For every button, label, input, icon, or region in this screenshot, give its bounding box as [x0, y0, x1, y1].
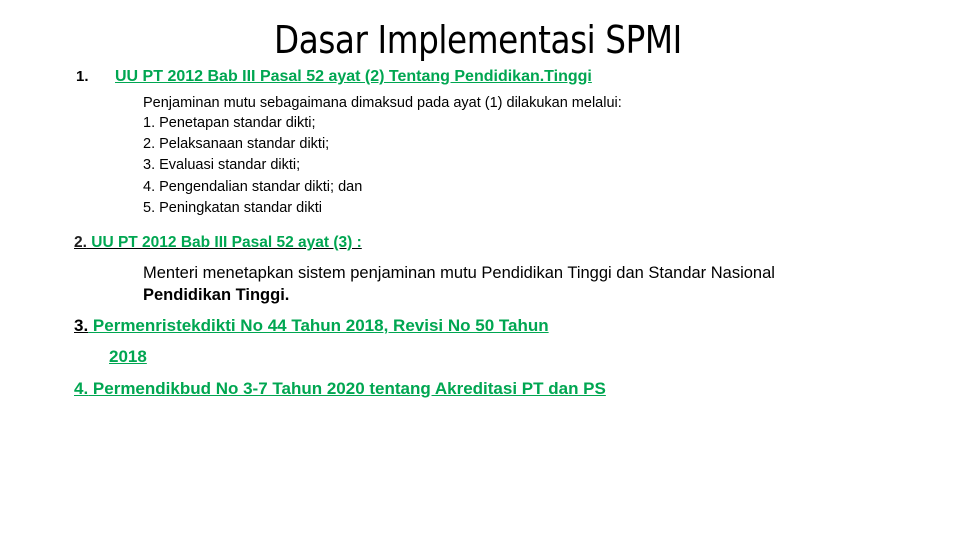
item-1-intro: Penjaminan mutu sebagaimana dimaksud pada ayat (1) dilakukan melalui: — [143, 95, 622, 111]
item-3-number: 3. — [74, 316, 89, 335]
item-4-heading — [74, 379, 606, 399]
item-2-number: 2. — [74, 234, 87, 251]
item-3-heading-line-2: 2018 — [109, 347, 147, 366]
list-item: 3. Evaluasi standar dikti; — [143, 157, 301, 173]
item-3-heading — [74, 316, 549, 336]
item-1-number: 1. — [76, 68, 89, 85]
item-3-heading-text: Permenristekdikti No 44 Tahun 2018, Revisi No 50 Tahun — [88, 316, 549, 335]
item-2-text-line-1: Menteri menetapkan sistem penjaminan mutu Pendidikan Tinggi dan Standar Nasional — [143, 264, 775, 282]
list-item: 4. Pengendalian standar dikti; dan — [143, 179, 363, 195]
slide-title: Dasar Implementasi SPMI — [274, 18, 682, 62]
list-item: 5. Peningkatan standar dikti — [143, 200, 322, 216]
item-2-heading — [74, 234, 362, 252]
item-4-heading-text: Permendikbud No 3-7 Tahun 2020 tentang Akreditasi PT dan PS — [88, 379, 606, 398]
list-item: 2. Pelaksanaan standar dikti; — [143, 136, 330, 152]
item-2-heading-text: UU PT 2012 Bab III Pasal 52 ayat (3) : — [86, 234, 362, 251]
item-4-number: 4. — [74, 379, 89, 398]
item-2-text-line-2: Pendidikan Tinggi. — [143, 286, 290, 304]
item-1-heading: UU PT 2012 Bab III Pasal 52 ayat (2) Tentang Pendidikan.Tinggi — [115, 68, 592, 85]
list-item: 1. Penetapan standar dikti; — [143, 115, 316, 131]
